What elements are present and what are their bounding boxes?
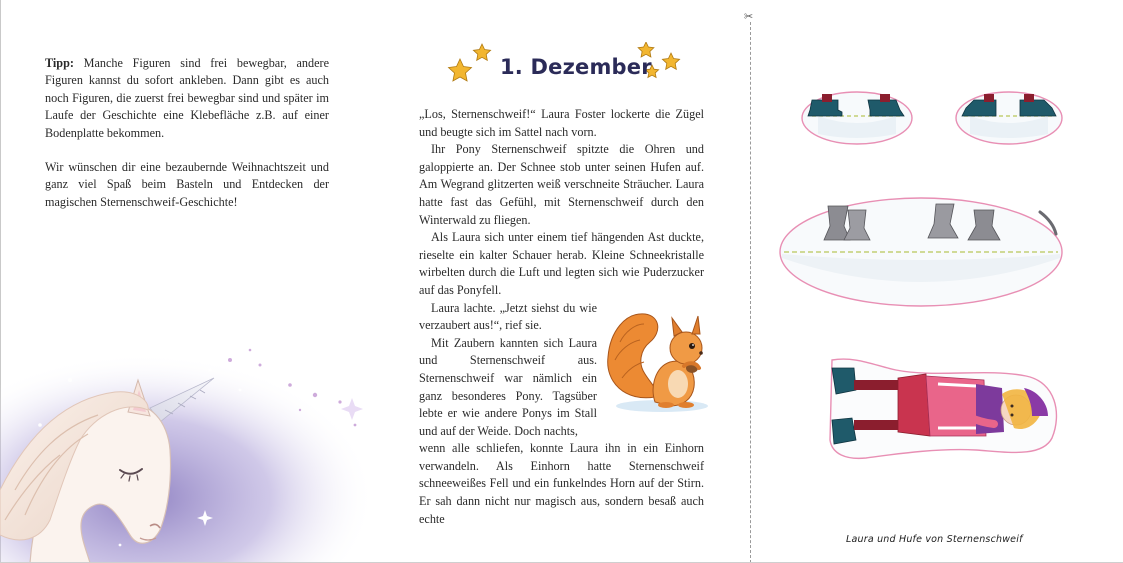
cutout-boots-left: [800, 90, 914, 146]
story-paragraph: „Los, Sternenschweif!“ Laura Foster lockerte die Zügel und beugte sich im Sattel nach vorn.: [419, 107, 704, 139]
tip-label: Tipp:: [45, 56, 74, 70]
cutout-laura-figure: [826, 354, 1064, 466]
wish-paragraph: Wir wünschen dir eine bezaubernde Weihnachtszeit und ganz viel Spaß beim Basteln und Entdecken der magischen Sternenschweif-Geschichte!: [45, 160, 329, 209]
story-paragraph: Mit Zaubern kannten sich Laura und Sternenschweif aus. Sternenschweif war nämlich ein ganz besonderes Pony. Tagsüber lebte er wie andere Ponys im Stall und auf der Weide. Doch nachts,: [419, 335, 597, 438]
cutout-boots-right: [954, 90, 1064, 146]
intro-text: [45, 55, 329, 228]
story-paragraph: wenn alle schliefen, konnte Laura ihn in ein Einhorn verwandeln. Als Einhorn hatte Sternenschweif schneeweißes Fell und ein funkelndes Horn auf der Stirn. Er sah dann nicht nur magisch aus, sondern besaß auch echte: [419, 441, 704, 526]
story-paragraph: Ihr Pony Sternenschweif spitzte die Ohren und galoppierte an. Der Schnee stob unter seinen Hufen auf. Am Wegrand glitzerten weiß verschneite Sträucher. Laura hatte fast das Gefühl, mit Sternenschweif durch den Winterwald zu fliegen.: [419, 142, 704, 227]
story-paragraph: Als Laura sich unter einem tief hängenden Ast duckte, rieselte ein kalter Schauer herab. Kleine Schneekristalle wirbelten durch die Luft und legten sich wie Puderzucker auf das Ponyfell.: [419, 230, 704, 297]
story-paragraph: Laura lachte. „Jetzt siehst du wie verzaubert aus!“, rief sie.: [419, 300, 597, 333]
cutout-hooves: [778, 196, 1064, 308]
scissors-icon: ✂: [744, 10, 754, 23]
chapter-title: 1. Dezember: [500, 55, 652, 79]
cutouts-caption: Laura und Hufe von Sternenschweif: [846, 534, 1023, 545]
star-icon: [449, 59, 472, 81]
tip-text: Manche Figuren sind frei bewegbar, andere Figuren kannst du sofort ankleben. Dann gibt es auch noch Figuren, die zuerst frei bewegbar sind und später im Laufe der Geschichte eine Klebefläche z.B. auf einer Bodenplatte bekommen.: [45, 56, 329, 140]
squirrel-illustration: [600, 302, 712, 422]
star-icon: [473, 44, 490, 60]
unicorn-illustration: [0, 330, 375, 563]
page-fold-line: [750, 22, 751, 563]
tip-paragraph: [45, 55, 329, 142]
star-icon: [662, 53, 679, 69]
left-page: [0, 0, 375, 563]
